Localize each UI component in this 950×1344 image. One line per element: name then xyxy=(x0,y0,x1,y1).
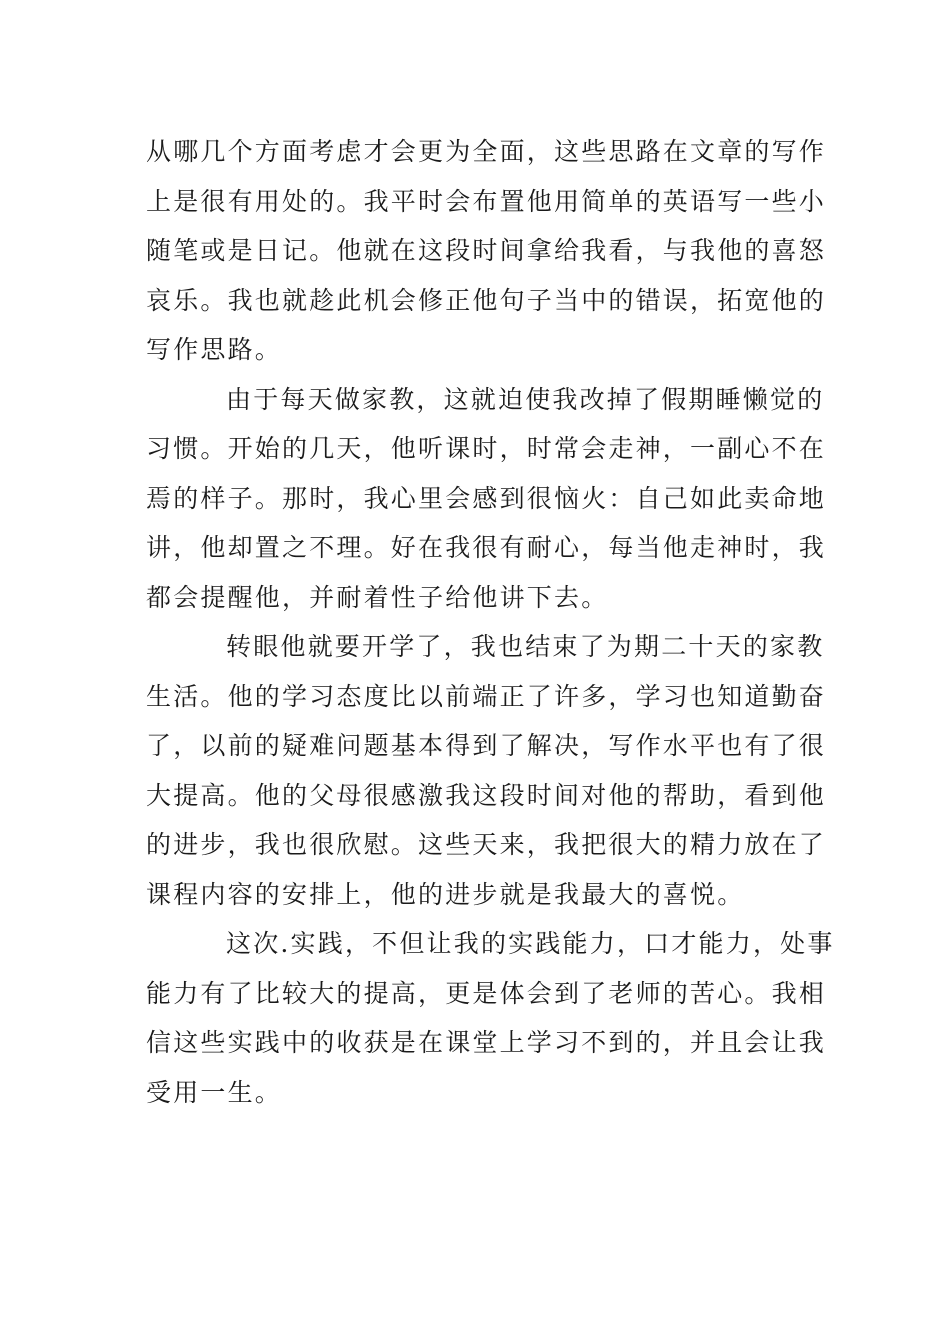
text-line: 课程内容的安排上，他的进步就是我最大的喜悦。 xyxy=(146,879,745,909)
text-line: 由于每天做家教，这就迫使我改掉了假期睡懒觉的 xyxy=(226,384,825,414)
text-line: 大提高。他的父母很感激我这段时间对他的帮助，看到他 xyxy=(146,780,827,810)
text-line: 受用一生。 xyxy=(146,1077,283,1107)
text-line: 习惯。开始的几天，他听课时，时常会走神，一副心不在 xyxy=(146,434,827,463)
text-line: 上是很有用处的。我平时会布置他用简单的英语写一些小 xyxy=(146,186,827,216)
text-line: 的进步，我也很欣慰。这些天来，我把很大的精力放在了 xyxy=(146,830,827,859)
text-line: 焉的样子。那时，我心里会感到很恼火：自己如此卖命地 xyxy=(146,483,827,513)
paragraph xyxy=(146,127,827,375)
text-line: 写作思路。 xyxy=(146,335,283,364)
text-line: 都会提醒他，并耐着性子给他讲下去。 xyxy=(146,582,609,612)
paragraph xyxy=(146,919,835,1117)
document-body xyxy=(146,127,835,1117)
paragraph xyxy=(146,375,827,623)
paragraph xyxy=(146,622,827,919)
text-line: 能力有了比较大的提高，更是体会到了老师的苦心。我相 xyxy=(146,978,827,1008)
text-line: 了，以前的疑难问题基本得到了解决，写作水平也有了很 xyxy=(146,731,827,760)
text-line: 生活。他的学习态度比以前端正了许多，学习也知道勤奋 xyxy=(146,681,827,711)
text-line: 转眼他就要开学了，我也结束了为期二十天的家教 xyxy=(226,632,825,661)
text-line: 哀乐。我也就趁此机会修正他句子当中的错误，拓宽他的 xyxy=(146,285,827,315)
text-line: 从哪几个方面考虑才会更为全面，这些思路在文章的写作 xyxy=(146,137,827,166)
text-line: 这次.实践，不但让我的实践能力，口才能力，处事 xyxy=(226,929,835,958)
text-line: 随笔或是日记。他就在这段时间拿给我看，与我他的喜怒 xyxy=(146,236,827,265)
text-line: 讲，他却置之不理。好在我很有耐心，每当他走神时，我 xyxy=(146,533,827,562)
text-line: 信这些实践中的收获是在课堂上学习不到的，并且会让我 xyxy=(146,1028,827,1057)
